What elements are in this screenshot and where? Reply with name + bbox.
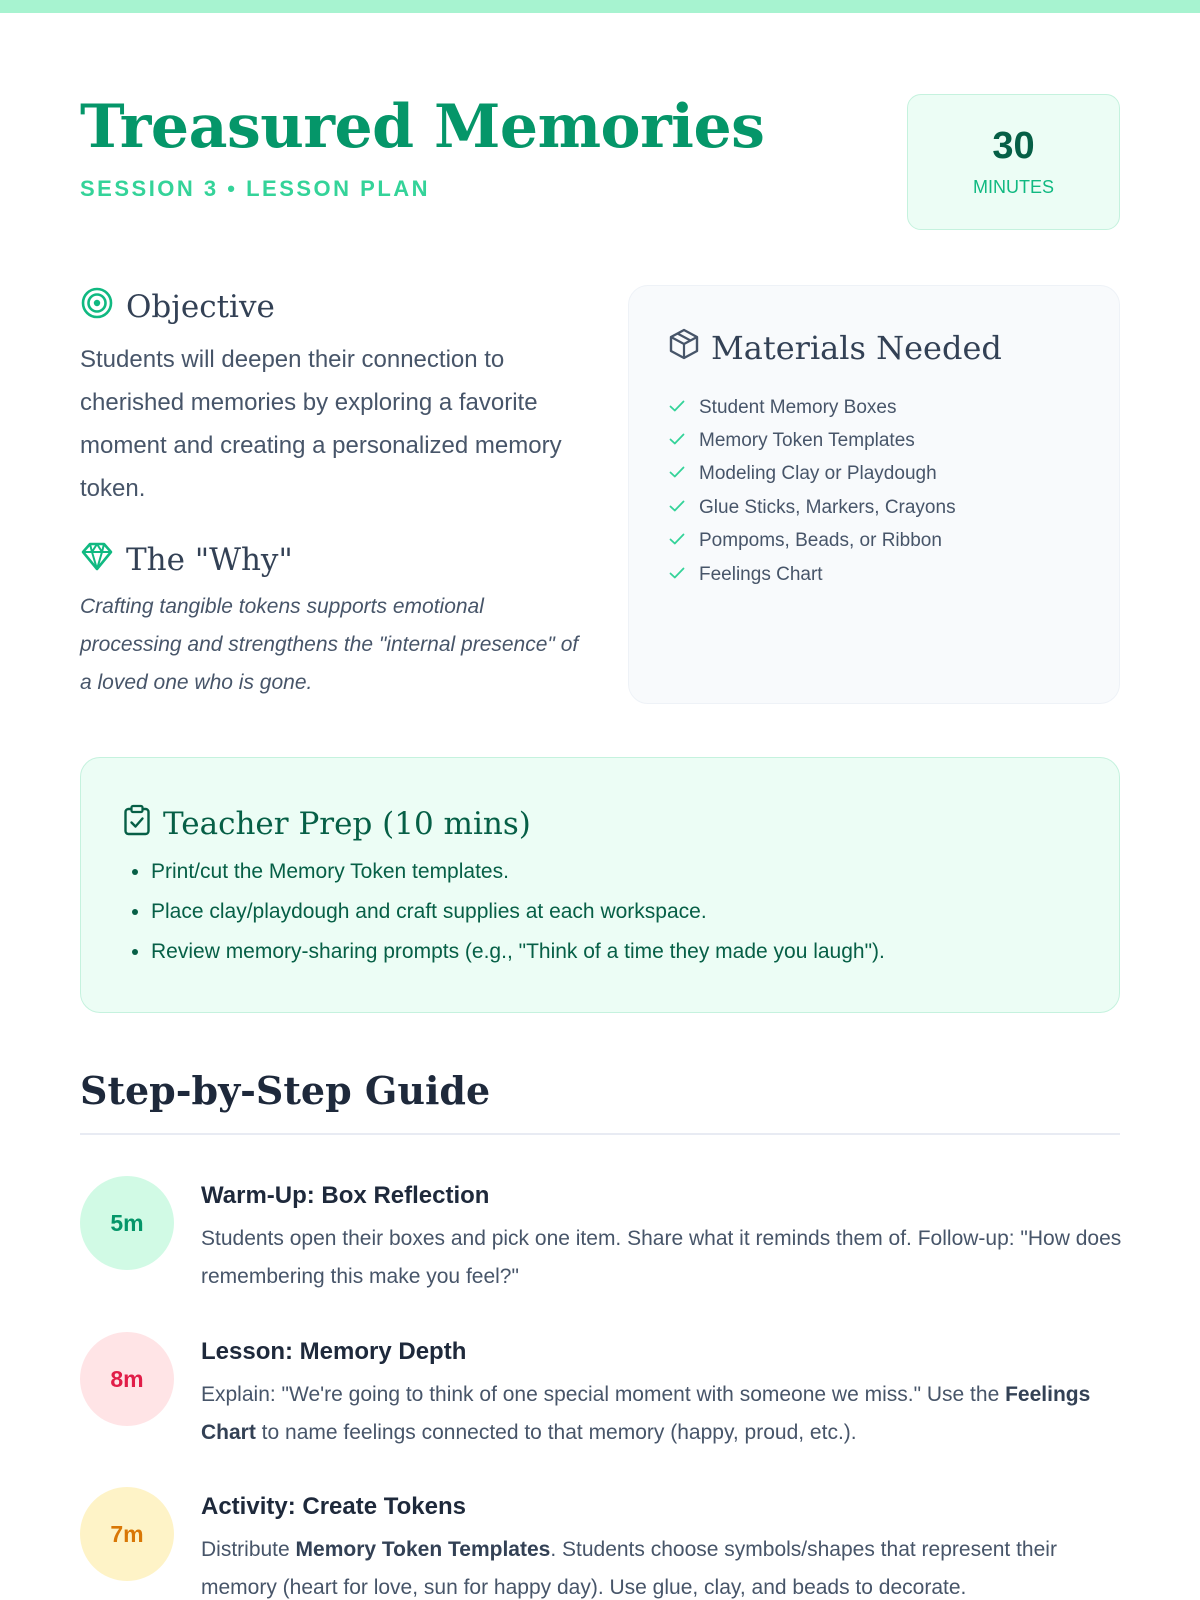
check-icon — [669, 463, 685, 485]
step-description — [201, 1376, 1126, 1452]
prep-heading-label: Teacher Prep (10 mins) — [163, 806, 531, 842]
materials-heading-label: Materials Needed — [711, 329, 1002, 367]
gem-icon — [80, 539, 114, 581]
materials-item — [669, 558, 956, 591]
step-duration-badge: 7m — [80, 1487, 174, 1581]
page-subtitle: SESSION 3 • LESSON PLAN — [80, 176, 431, 201]
clipboard-check-icon — [123, 804, 151, 844]
top-accent-bar — [0, 0, 1200, 13]
materials-heading — [669, 328, 1002, 368]
step-description-text: . Students choose symbols/shapes that represent their memory (heart for love, sun for happy day). Use glue, clay, and beads to decorate. — [201, 1538, 1057, 1599]
guide-heading: Step-by-Step Guide — [80, 1068, 491, 1113]
materials-list — [669, 391, 956, 591]
materials-item-label: Glue Sticks, Markers, Crayons — [699, 496, 956, 518]
page-title: Treasured Memories — [80, 92, 765, 162]
objective-heading-label: Objective — [126, 289, 275, 325]
step-description-text: to name feelings connected to that memory (happy, proud, etc.). — [255, 1421, 857, 1444]
prep-item: • Print/cut the Memory Token templates. — [151, 860, 885, 900]
check-icon — [669, 497, 685, 519]
target-icon — [80, 286, 114, 328]
why-heading — [80, 539, 293, 581]
materials-item — [669, 391, 956, 424]
materials-item — [669, 458, 956, 491]
step-description-text: Students open their boxes and pick one item. Share what it reminds them of. Follow-up: "How does remembering this make you feel?" — [201, 1227, 1122, 1288]
prep-heading — [123, 804, 531, 844]
objective-text: Students will deepen their connection to cherished memories by exploring a favorite moment and creating a personalized memory token. — [80, 346, 562, 502]
box-icon — [669, 328, 699, 368]
why-text: Crafting tangible tokens supports emotional processing and strengthens the "internal presence" of a loved one who is gone. — [80, 595, 579, 694]
materials-item-label: Memory Token Templates — [699, 430, 915, 452]
step-description-emphasis: Memory Token Templates — [295, 1538, 551, 1561]
step-duration-badge: 8m — [80, 1332, 174, 1426]
materials-item — [669, 491, 956, 524]
step-title: Warm-Up: Box Reflection — [201, 1182, 490, 1209]
step-description — [201, 1220, 1126, 1296]
guide-divider — [80, 1133, 1120, 1135]
why-heading-label: The "Why" — [126, 542, 293, 578]
step-description-emphasis: Feelings Chart — [201, 1383, 1091, 1444]
prep-list — [151, 860, 885, 980]
duration-label: MINUTES — [973, 177, 1054, 197]
materials-item-label: Feelings Chart — [699, 563, 823, 585]
duration-badge — [907, 94, 1120, 230]
teacher-prep-card — [80, 757, 1120, 1013]
step-title: Lesson: Memory Depth — [201, 1338, 467, 1365]
step-description-text: Distribute — [201, 1538, 296, 1561]
materials-item-label: Student Memory Boxes — [699, 396, 897, 418]
prep-item: • Place clay/playdough and craft supplies at each workspace. — [151, 900, 885, 940]
materials-item — [669, 525, 956, 558]
materials-item — [669, 424, 956, 457]
step-description — [201, 1531, 1126, 1600]
check-icon — [669, 530, 685, 552]
check-icon — [669, 564, 685, 586]
prep-item: • Review memory-sharing prompts (e.g., "Think of a time they made you laugh"). — [151, 940, 885, 980]
step-duration-badge: 5m — [80, 1176, 174, 1270]
step-title: Activity: Create Tokens — [201, 1493, 466, 1520]
materials-item-label: Modeling Clay or Playdough — [699, 463, 937, 485]
objective-heading — [80, 286, 275, 328]
check-icon — [669, 397, 685, 419]
step-description-text: Explain: "We're going to think of one special moment with someone we miss." Use the — [201, 1383, 1006, 1406]
materials-item-label: Pompoms, Beads, or Ribbon — [699, 530, 942, 552]
materials-card — [628, 285, 1120, 704]
duration-value: 30 — [992, 125, 1035, 167]
check-icon — [669, 430, 685, 452]
